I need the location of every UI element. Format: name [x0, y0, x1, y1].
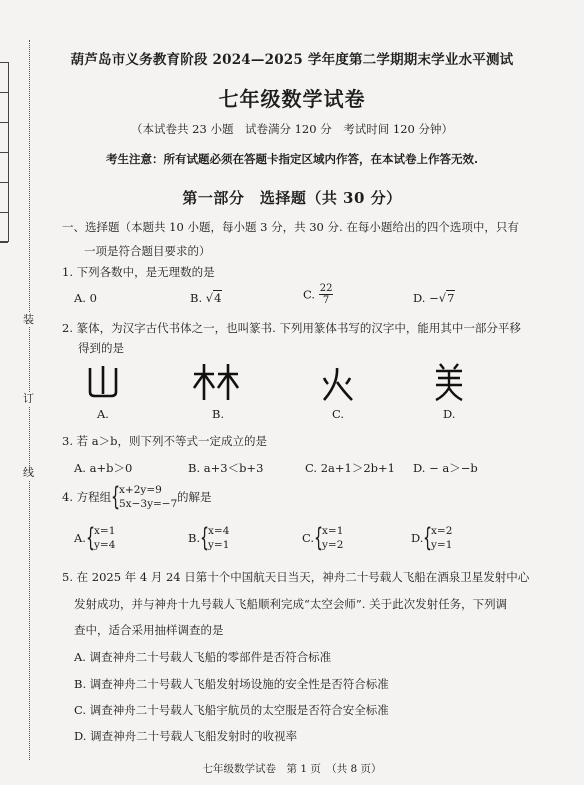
page-footer: 七年级数学试卷 第 1 页 （共 8 页） — [202, 763, 382, 775]
q4-system: { x+2y=9 5x−3y=−7 — [111, 482, 178, 512]
q4-option-b: { x=4 y=1 — [200, 523, 230, 553]
q3-stem: 3. 若 a＞b，则下列不等式一定成立的是 — [62, 434, 267, 448]
seal-glyph-a-icon — [86, 362, 120, 402]
q4-option-a: { x=1 y=4 — [86, 523, 116, 553]
q4-option-c: { x=1 y=2 — [314, 523, 344, 553]
binding-char-zhuang: 装 — [23, 313, 34, 326]
q3-option-a: A. a+b＞0 — [74, 461, 133, 475]
section1-line2: 一项是符合题目要求的） — [84, 244, 211, 258]
q5-line1: 5. 在 2025 年 4 月 24 日第十个中国航天日当天，神舟二十号载人飞船在酒泉卫星发射中心 — [62, 570, 530, 584]
q3-option-c: C. 2a+1＞2b+1 — [305, 461, 395, 475]
exam-subtitle: 七年级数学试卷 — [218, 87, 366, 111]
q4-prefix: 4. 方程组 — [62, 490, 112, 504]
q4-option-a-label: A. — [74, 531, 86, 545]
seal-glyph-d-icon — [432, 362, 466, 404]
exam-title: 葫芦岛市义务教育阶段 2024—2025 学年度第二学期期末学业水平测试 — [70, 52, 514, 68]
q5-line2: 发射成功，并与神舟十九号载人飞船顺利完成“太空会师”. 关于此次发射任务，下列调 — [74, 597, 508, 611]
q5-option-a: A. 调查神舟二十号载人飞船的零部件是否符合标准 — [74, 650, 332, 664]
left-brace-icon: { — [111, 482, 121, 512]
q1-option-d: D. −√7 — [413, 291, 455, 305]
exam-info: （本试卷共 23 小题 试卷满分 120 分 考试时间 120 分钟） — [131, 122, 453, 136]
q1-stem: 1. 下列各数中，是无理数的是 — [62, 265, 215, 279]
seal-glyph-b-icon — [192, 362, 242, 402]
q1-option-b: B. √4 — [190, 291, 222, 305]
q2-option-c: C. — [332, 407, 345, 421]
exam-notice: 考生注意：所有试题必须在答题卡指定区域内作答，在本试卷上作答无效. — [106, 152, 478, 166]
section1-line1: 一、选择题（本题共 10 小题，每小题 3 分，共 30 分. 在每小题给出的四个选项中，只有 — [62, 220, 519, 234]
q3-option-b: B. a+3＜b+3 — [188, 461, 264, 475]
binding-char-xian: 线 — [23, 466, 34, 479]
part1-title: 第一部分 选择题（共 30 分） — [182, 189, 402, 207]
q4-option-d: { x=2 y=1 — [423, 523, 453, 553]
q5-option-c: C. 调查神舟二十号载人飞船宇航员的太空服是否符合安全标准 — [74, 703, 389, 717]
q2-option-b: B. — [212, 407, 225, 421]
q4-option-c-label: C. — [302, 531, 315, 545]
sqrt-icon: √ — [205, 291, 214, 305]
q5-line3: 查中，适合采用抽样调查的是 — [74, 623, 224, 637]
seal-glyph-c-icon — [318, 366, 356, 404]
q2-option-a: A. — [97, 407, 109, 421]
q1-option-a: A. 0 — [74, 291, 97, 305]
q5-option-d: D. 调查神舟二十号载人飞船发射时的收视率 — [74, 729, 298, 743]
binding-char-ding: 订 — [23, 392, 34, 405]
q1-option-c: C. $\frac{22}{7}$ — [303, 283, 333, 306]
q4-suffix: 的解是 — [177, 490, 212, 504]
q4-option-b-label: B. — [188, 531, 201, 545]
q2-option-d: D. — [443, 407, 456, 421]
q4-option-d-label: D. — [411, 531, 424, 545]
q2-line2: 得到的是 — [78, 341, 124, 355]
sqrt-icon: √ — [438, 291, 447, 305]
q2-line1: 2. 篆体，为汉字古代书体之一，也叫篆书. 下列用篆体书写的汉字中，能用其中一部分平移 — [62, 321, 521, 335]
q3-option-d: D. − a＞−b — [413, 461, 478, 475]
q5-option-b: B. 调查神舟二十号载人飞船发射场设施的安全性是否符合标准 — [74, 677, 389, 691]
